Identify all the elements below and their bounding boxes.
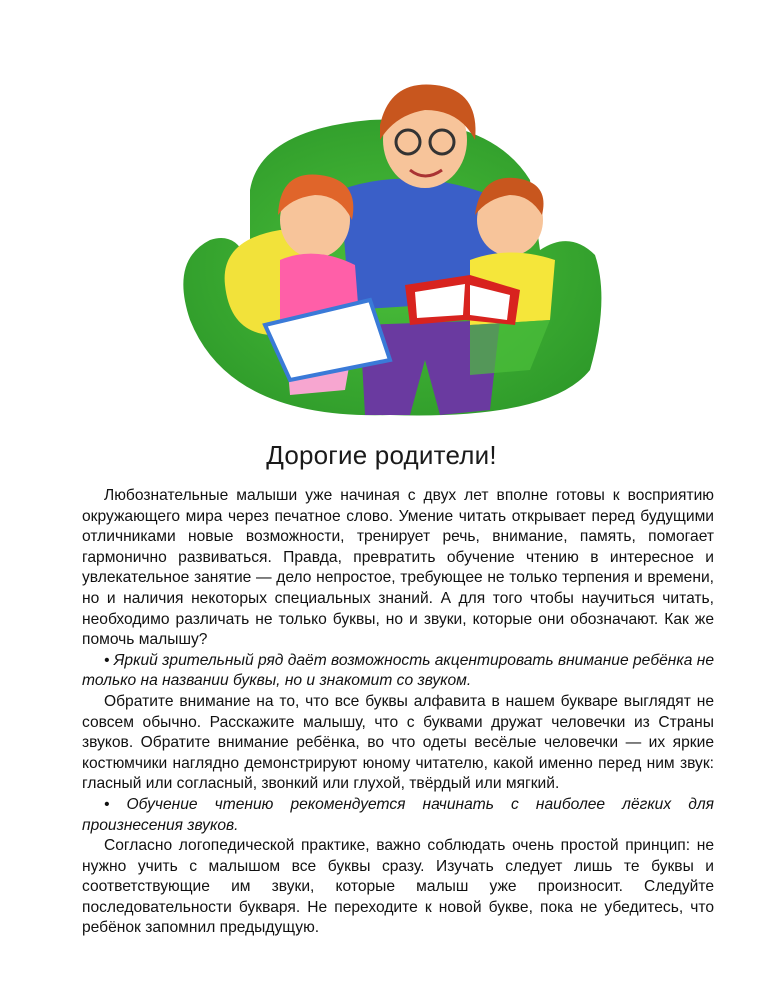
paragraph-3: Обратите внимание на то, что все буквы алфавита в нашем букваре выглядят не совсем обычно. Расскажите малышу, что с буквами дружат человечки из Страны звуков. Обратите внимание ребёнка, во что одеты весёлые человечки — их яркие костюмчики наглядно демонстрируют юному читателю, какой именно перед ним звук: гласный или согласный, звонкий или глухой, твёрдый или мягкий. — [82, 692, 714, 793]
family-reading-illustration — [170, 70, 610, 430]
page-title: Дорогие родители! — [266, 440, 497, 470]
paragraph-5: Согласно логопедической практике, важно соблюдать очень простой принцип: не нужно учить с малышом все буквы сразу. Изучать следует лишь те буквы и соответствующие им звуки, которые малыш уже произносит. Следуйте последовательности букваря. Не переходите к новой букве, пока не убедитесь, что ребёнок запомнил предыдущую. — [82, 837, 714, 937]
paragraph-4-bullet: • Обучение чтению рекомендуется начинать с наиболее лёгких для произнесения звуков. — [82, 795, 714, 834]
body-text — [82, 486, 714, 939]
paragraph-2-bullet: • Яркий зрительный ряд даёт возможность акцентировать внимание ребёнка не только на названии буквы, но и знакомит со звуком. — [82, 651, 714, 690]
paragraph-1: Любознательные малыши уже начиная с двух лет вполне готовы к восприятию окружающего мира через печатное слово. Умение читать открывает перед будущими отличниками новые возможности, тренирует речь, внимание, память, помогает гармонично развиваться. Правда, превратить обучение чтению в интересное и увлекательное занятие — дело непростое, требующее не только терпения и времени, но и наличия некоторых специальных знаний. А для того чтобы научиться читать, необходимо различать не только буквы, но и звуки, которые они обозначают. Как же помочь малышу? — [82, 487, 714, 649]
